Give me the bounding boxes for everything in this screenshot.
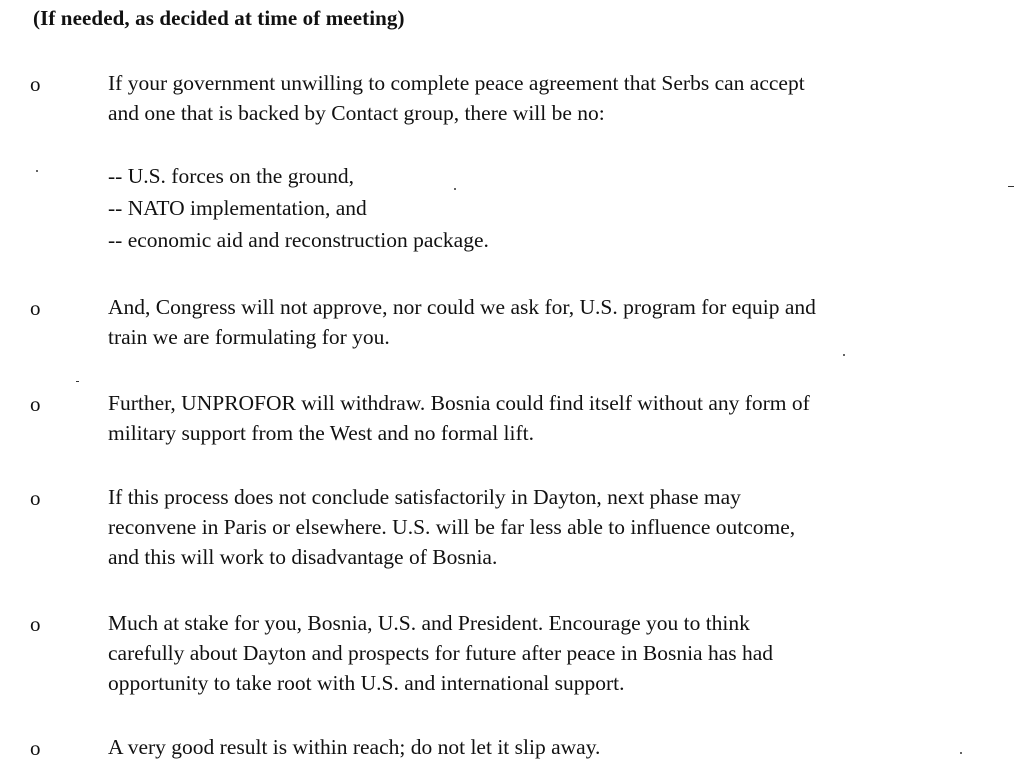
bullet-marker: o <box>30 392 41 416</box>
paragraph-line: train we are formulating for you. <box>108 325 390 349</box>
paragraph-line: And, Congress will not approve, nor could we ask for, U.S. program for equip and <box>108 295 816 319</box>
section-heading: (If needed, as decided at time of meeting) <box>33 6 405 30</box>
bullet-paragraph-1 <box>108 68 1008 128</box>
paragraph-line: reconvene in Paris or elsewhere. U.S. will be far less able to influence outcome, <box>108 515 796 539</box>
scan-speck <box>1008 186 1014 187</box>
bullet-paragraph-4 <box>108 482 1008 572</box>
paragraph-line: Further, UNPROFOR will withdraw. Bosnia could find itself without any form of <box>108 391 810 415</box>
paragraph-line: military support from the West and no formal lift. <box>108 421 535 445</box>
bullet-marker: o <box>30 72 41 96</box>
paragraph-line: Much at stake for you, Bosnia, U.S. and President. Encourage you to think <box>108 611 750 635</box>
scan-speck <box>960 752 962 754</box>
sublist-item: -- U.S. forces on the ground, <box>108 164 355 188</box>
scan-speck <box>454 188 456 190</box>
bullet-marker: o <box>30 736 41 760</box>
sublist-item: -- economic aid and reconstruction package. <box>108 228 489 252</box>
scan-speck <box>843 354 845 356</box>
paragraph-line: and one that is backed by Contact group, there will be no: <box>108 101 605 125</box>
bullet-marker: o <box>30 612 41 636</box>
bullet-marker: o <box>30 296 41 320</box>
bullet-paragraph-2 <box>108 292 1008 352</box>
scan-speck <box>36 170 38 172</box>
sublist <box>108 160 808 256</box>
paragraph-line: If your government unwilling to complete peace agreement that Serbs can accept <box>108 71 805 95</box>
sublist-item: -- NATO implementation, and <box>108 196 367 220</box>
paragraph-line: opportunity to take root with U.S. and international support. <box>108 671 625 695</box>
bullet-marker: o <box>30 486 41 510</box>
scan-speck <box>76 381 79 382</box>
paragraph-line: If this process does not conclude satisfactorily in Dayton, next phase may <box>108 485 741 509</box>
bullet-paragraph-6 <box>108 732 1008 762</box>
paragraph-line: and this will work to disadvantage of Bosnia. <box>108 545 498 569</box>
bullet-paragraph-3 <box>108 388 1008 448</box>
paragraph-line: carefully about Dayton and prospects for future after peace in Bosnia has had <box>108 641 774 665</box>
bullet-paragraph-5 <box>108 608 1008 698</box>
paragraph-line: A very good result is within reach; do not let it slip away. <box>108 735 601 759</box>
